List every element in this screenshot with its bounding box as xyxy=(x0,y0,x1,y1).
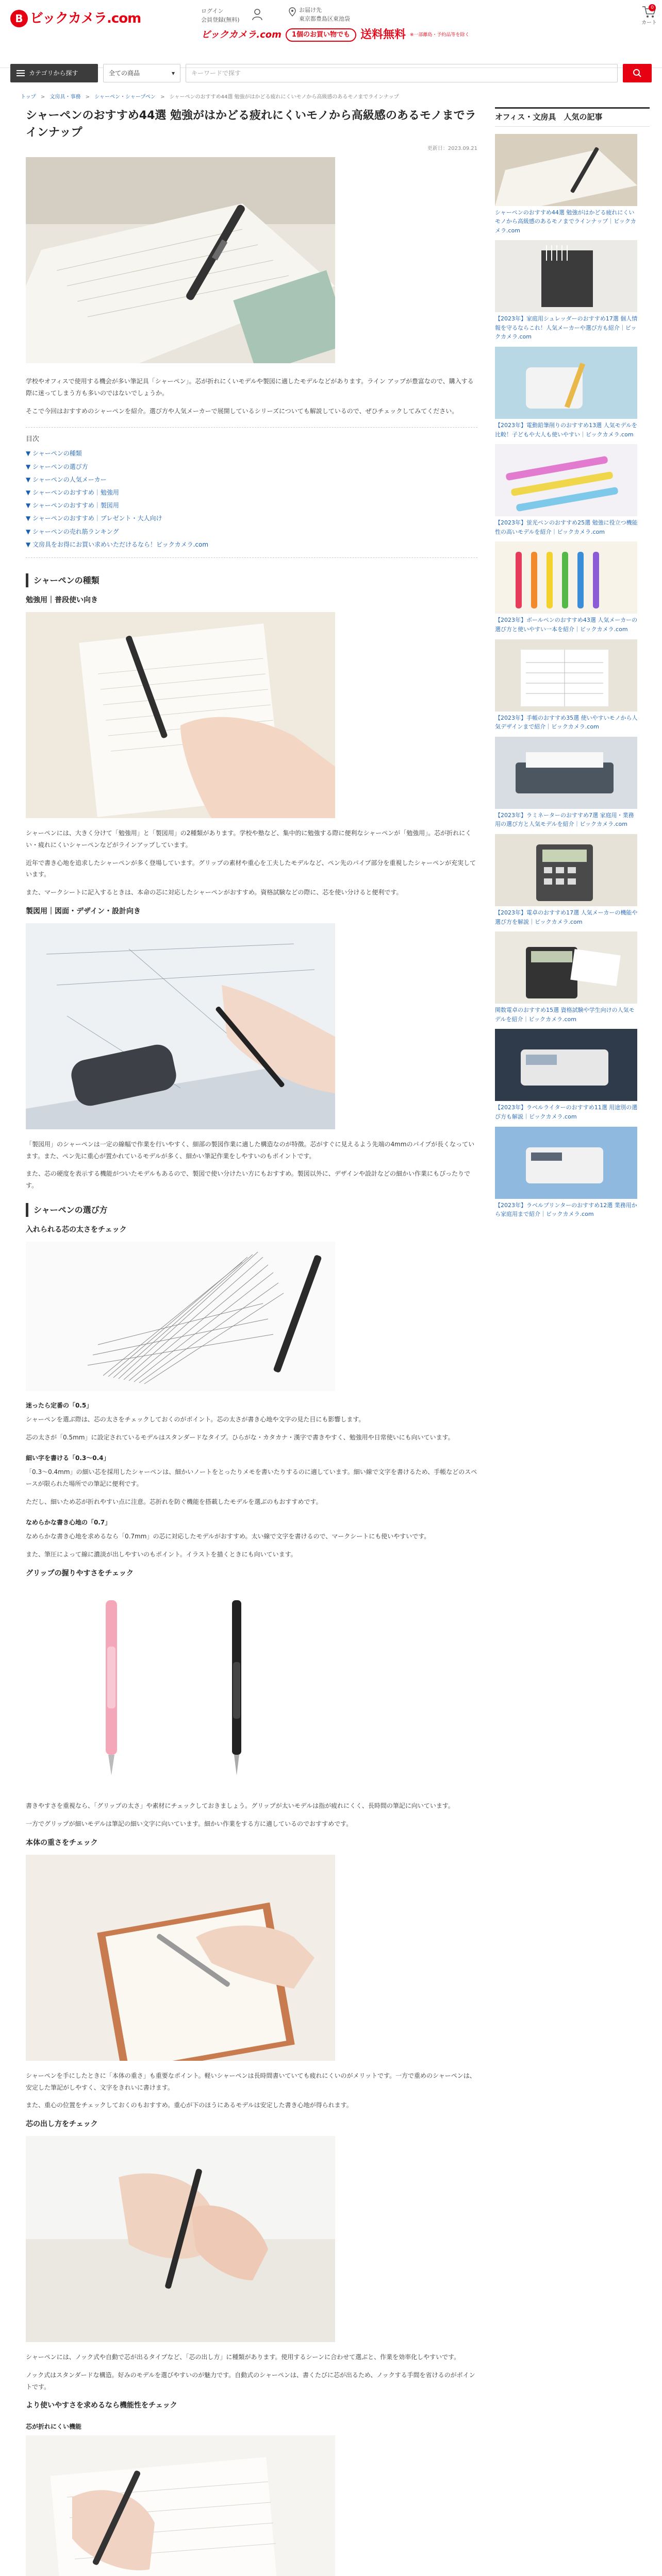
free-shipping-banner[interactable] xyxy=(201,27,490,43)
logo-mark-icon: B xyxy=(10,10,28,27)
breadcrumb-separator: > xyxy=(40,94,45,100)
toc-link-label: シャーペンの種類 xyxy=(32,450,82,457)
breadcrumb-separator: > xyxy=(85,94,90,100)
sidebar-article-title: 【2023年】電卓のおすすめ17選 人気メーカーの機能や選び方を解説｜ビックカメラ.com xyxy=(495,909,638,925)
article-title: シャーペンのおすすめ44選 勉強がはかどる疲れにくいモノから高級感のあるモノまでラインナップ xyxy=(26,109,476,139)
sidebar-article-title: 【2023年】ラミネーターのおすすめ7選 家庭用・業務用の選び方と人気モデルを紹介｜ビックカメラ.com xyxy=(495,811,634,828)
promo-pill: 1個のお買い物でも xyxy=(286,28,356,42)
toc-link[interactable]: ▼ シャーペンのおすすめ｜勉強用 xyxy=(26,489,119,497)
article-thumbnail xyxy=(495,240,637,312)
toc-link-label: シャーペンの選び方 xyxy=(32,463,88,470)
toc-link[interactable]: ▼ シャーペンの売れ筋ランキング xyxy=(26,528,119,535)
body-paragraph: 芯の太さが「0.5mm」に設定されているモデルはスタンダードなタイプ。ひらがな・カタカナ・漢字で書きやすく、勉強用や日常使いにも向いています。 xyxy=(26,1434,454,1442)
sidebar-article[interactable] xyxy=(495,1127,650,1219)
login-link[interactable] xyxy=(201,7,240,24)
article-thumbnail xyxy=(495,639,637,711)
promo-shop-name: ビックカメラ.com xyxy=(201,29,282,40)
sidebar-article[interactable] xyxy=(495,834,650,926)
subsection-heading: 本体の重さをチェック xyxy=(26,1839,98,1848)
body-paragraph: また、芯の硬度を表示する機能がついたモデルもあるので、製図で使い分けたい方にもおすすめ。製図以外に、デザインや設計などの細かい作業にもぴったりです。 xyxy=(26,1170,470,1190)
subsection-heading: 入れられる芯の太さをチェック xyxy=(26,1226,127,1234)
body-paragraph: ノック式はスタンダードな構造。好みのモデルを選びやすいのが魅力です。自動式のシャーペンは、書くたびに芯が出るため、ノックする手間を省けるのがポイントです。 xyxy=(26,2371,475,2391)
delivery-address: 東京都豊島区東池袋 xyxy=(299,15,350,22)
site-logo[interactable] xyxy=(10,7,141,30)
sidebar-heading: オフィス・文房具 人気の記事 xyxy=(495,107,650,127)
chevron-down-icon: ▾ xyxy=(171,69,175,77)
delivery-location[interactable] xyxy=(289,6,350,23)
sidebar-article-title: 【2023年】ラベルプリンターのおすすめ12選 業務用から家庭用まで紹介｜ビックカメラ.com xyxy=(495,1201,637,1218)
section-heading: シャーペンの選び方 xyxy=(26,1203,477,1217)
promo-note: ※一部離島・予約品等を除く xyxy=(409,32,470,38)
intro-paragraph: 学校やオフィスで使用する機会が多い筆記具「シャーペン」。芯が折れにくいモデルや製図に適したモデルなどがあります。ライン アップが豊富なので、購入する際に迷ってしまう方も多いのではないでしょうか。 xyxy=(26,378,474,397)
article xyxy=(26,107,477,2576)
sidebar-article-title: 【2023年】手帳のおすすめ35選 使いやすいモノから人気デザインまで紹介｜ビックカメラ.com xyxy=(495,714,638,731)
page-body xyxy=(0,88,662,2431)
article-thumbnail xyxy=(495,931,637,1004)
body-paragraph: 「製図用」のシャーペンは一定の線幅で作業を行いやすく、細部の製図作業に適した構造なのが特徴。芯がすぐに見えるよう先端の4mmのパイプが長くなっています。また、ペン先に重心が置かれているモデルが多く、細かい筆記作業をしやすいのもポイントです。 xyxy=(26,1140,475,1160)
toc-link[interactable]: ▼ シャーペンの人気メーカー xyxy=(26,476,107,483)
section-heading: シャーペンの種類 xyxy=(26,573,477,587)
lead-sizes-illustration xyxy=(26,1242,335,1391)
hamburger-icon xyxy=(16,70,25,76)
pencil-weight-photo xyxy=(26,1855,335,2061)
article-thumbnail xyxy=(495,1029,637,1101)
sidebar-article[interactable] xyxy=(495,737,650,829)
lead-advance-photo xyxy=(26,2136,335,2342)
article-thumbnail xyxy=(495,347,637,419)
sidebar-article[interactable] xyxy=(495,541,650,634)
breadcrumb-home[interactable]: トップ xyxy=(21,94,36,100)
toc-link-label: シャーペンのおすすめ｜勉強用 xyxy=(32,489,119,497)
body-paragraph: 「0.3〜0.4mm」の細い芯を採用したシャーペンは、細かいノートをとったりメモを書いたりするのに適しています。細い線で文字を書けるため、手帳などのスペースが限られた場所での筆記に便利です。 xyxy=(26,1468,477,1488)
subsection-heading: 芯の出し方をチェック xyxy=(26,2120,98,2129)
sidebar-article[interactable] xyxy=(495,134,650,235)
search-button[interactable] xyxy=(623,64,652,82)
search-scope-value: 全ての商品 xyxy=(109,69,140,77)
cart-count-badge: 0 xyxy=(649,4,656,11)
article-thumbnail xyxy=(495,134,637,206)
toc-title: 目次 xyxy=(26,435,40,444)
article-thumbnail xyxy=(495,541,637,614)
body-paragraph: シャーペンを手にしたときに「本体の重さ」も重要なポイント。軽いシャーペンは長時間書いていても疲れにくいのがメリットです。一方で重めのシャーペンは、安定した筆記がしやすく、文字をきれいに書けます。 xyxy=(26,2072,476,2091)
study-photo xyxy=(26,612,335,818)
grip-photo xyxy=(26,1585,335,1791)
site-header xyxy=(0,0,662,77)
search-input[interactable] xyxy=(186,64,618,82)
article-date: 更新日：2023.09.21 xyxy=(427,146,477,151)
sidebar-article-title: 【2023年】ボールペンのおすすめ43選 人気メーカーの選び方と使いやすい一本を紹介｜ビックカメラ.com xyxy=(495,617,638,633)
cart-label: カート xyxy=(641,20,657,26)
search-placeholder: キーワードで探す xyxy=(191,69,241,77)
promo-free-shipping: 送料無料 xyxy=(360,28,406,42)
search-icon xyxy=(633,69,642,78)
search-bar xyxy=(0,63,662,83)
toc-link-label: 文房具をお得にお買い求めいただけるなら！ビックカメラ.com xyxy=(32,540,209,548)
sidebar-article-title: 【2023年】ラベルライターのおすすめ11選 用途別の選び方も解説｜ビックカメラ.com xyxy=(495,1104,638,1120)
article-thumbnail xyxy=(495,737,637,809)
sidebar-article-title: 関数電卓のおすすめ15選 資格試験や学生向けの人気モデルを紹介｜ビックカメラ.com xyxy=(495,1007,635,1023)
sidebar xyxy=(495,107,650,1224)
toc-link-label: シャーペンのおすすめ｜プレゼント・大人向け xyxy=(32,515,162,522)
toc-link[interactable]: ▼ シャーペンの種類 xyxy=(26,450,82,457)
point-heading: なめらかな書き心地の「0.7」 xyxy=(26,1518,111,1526)
location-pin-icon xyxy=(289,7,296,16)
body-paragraph: ただし、細いため芯が折れやすい点に注意。芯折れを防ぐ機能を搭載したモデルを選ぶのもおすすめです。 xyxy=(26,1498,322,1505)
subsection-heading: 製図用｜図面・デザイン・設計向き xyxy=(26,907,141,916)
sidebar-article-title: 【2023年】蛍光ペンのおすすめ25選 勉強に役立つ機能性の高いモデルを紹介｜ビックカメラ.com xyxy=(495,519,638,535)
hero-image xyxy=(26,157,335,363)
breadcrumb-mechanical-pencil[interactable]: シャーペン・シャープペン xyxy=(94,94,156,100)
sidebar-article-title: 【2023年】家庭用シュレッダーのおすすめ17選 個人情報を守るならこれ！人気メーカーや選び方も紹介｜ビックカメラ.com xyxy=(495,315,638,341)
article-thumbnail xyxy=(495,834,637,906)
delivery-label: お届け先 xyxy=(299,7,322,13)
point-heading: 芯が折れにくい機能 xyxy=(26,2423,82,2431)
sidebar-article[interactable] xyxy=(495,639,650,732)
header-top xyxy=(0,0,662,40)
subsection-heading: より使いやすさを求めるなら機能性をチェック xyxy=(26,2401,177,2410)
body-paragraph: また、筆圧によって線に濃淡が出しやすいのもポイント。イラストを描くときにも向いています。 xyxy=(26,1550,297,1558)
subsection-heading: 勉強用｜普段使い向き xyxy=(26,596,98,605)
login-label: ログイン xyxy=(201,8,224,14)
point-heading: 迷ったら定番の「0.5」 xyxy=(26,1401,93,1409)
table-of-contents xyxy=(26,427,477,558)
subsection-heading: グリップの握りやすさをチェック xyxy=(26,1569,134,1578)
body-paragraph: シャーペンには、大きく分けて「勉強用」と「製図用」の2種類があります。学校や塾など、集中的に勉強する際に便利なシャーペンが「勉強用」。芯が折れにくい・疲れにくいシャーペンなどがラインアップしています。 xyxy=(26,829,472,849)
toc-link[interactable]: ▼ シャーペンのおすすめ｜プレゼント・大人向け xyxy=(26,515,162,522)
breadcrumb-separator: > xyxy=(160,94,165,100)
user-icon[interactable] xyxy=(252,8,263,21)
sidebar-article-title: シャーペンのおすすめ44選 勉強がはかどる疲れにくいモノから高級感のあるモノまでラインナップ｜ビックカメラ.com xyxy=(495,209,636,234)
toc-link[interactable]: ▼ シャーペンのおすすめ｜製図用 xyxy=(26,502,119,510)
register-label: 会員登録(無料) xyxy=(201,16,240,23)
sidebar-article-title: 【2023年】電動鉛筆削りのおすすめ13選 人気モデルを比較！子どもや大人も使いやすい｜ビックカメラ.com xyxy=(495,422,638,438)
sidebar-article[interactable] xyxy=(495,931,650,1024)
article-thumbnail xyxy=(495,444,637,516)
toc-link-label: シャーペンのおすすめ｜製図用 xyxy=(32,502,119,510)
intro-paragraph: そこで今回はおすすめのシャーペンを紹介。選び方や人気メーカーで展開しているシリーズについても解説しているので、ぜひチェックしてみてください。 xyxy=(26,407,458,415)
category-menu-label: カテゴリから探す xyxy=(29,69,78,77)
sidebar-article[interactable] xyxy=(495,444,650,536)
category-menu-button[interactable] xyxy=(10,64,98,82)
body-paragraph: なめらかな書き心地を求めるなら「0.7mm」の芯に対応したモデルがおすすめ。太い線で文字を書けるので、マークシートにも使いやすいです。 xyxy=(26,1533,431,1540)
search-scope-select[interactable] xyxy=(103,64,180,82)
article-thumbnail xyxy=(495,1127,637,1199)
breadcrumb xyxy=(0,88,662,107)
toc-link-label: シャーペンの人気メーカー xyxy=(32,476,107,483)
toc-link[interactable]: ▼ 文房具をお得にお買い求めいただけるなら！ビックカメラ.com xyxy=(26,540,209,548)
break-resistant-photo xyxy=(26,2435,335,2576)
body-paragraph: また、重心の位置をチェックしておくのもおすすめ。重心が下のほうにあるモデルは安定した書き心地が得られます。 xyxy=(26,2102,353,2109)
sidebar-article[interactable] xyxy=(495,1029,650,1121)
drafting-photo xyxy=(26,923,335,1129)
sidebar-article[interactable] xyxy=(495,240,650,342)
body-paragraph: また、マークシートに記入するときは、本命の芯に対応したシャーペンがおすすめ。資格試験などの際に、芯を使い分けると便利です。 xyxy=(26,889,403,896)
breadcrumb-stationery[interactable]: 文房具・事務 xyxy=(49,94,81,100)
toc-link-label: シャーペンの売れ筋ランキング xyxy=(32,528,119,535)
body-paragraph: 一方でグリップが細いモデルは筆記の細い文字に向いています。細かい作業をする方に適しているのでおすすめです。 xyxy=(26,1820,353,1828)
body-paragraph: シャーペンを選ぶ際は、芯の太さをチェックしておくのがポイント。芯の太さが書き心地や文字の見た目にも影響します。 xyxy=(26,1416,365,1423)
breadcrumb-current: シャーペンのおすすめ44選 勉強がはかどる疲れにくいモノから高級感のあるモノまでラインナップ xyxy=(169,94,399,100)
body-paragraph: 書きやすさを重視なら、「グリップの太さ」や素材にチェックしておきましょう。グリップが太いモデルは指が疲れにくく、長時間の筆記に向いています。 xyxy=(26,1802,454,1810)
body-paragraph: 近年で書き心地を追求したシャーペンが多く登場しています。グリップの素材や重心を工夫したモデルなど、ペン先のパイプ部分を重視したシャーペンが充実しています。 xyxy=(26,859,476,878)
point-heading: 細い字を書ける「0.3〜0.4」 xyxy=(26,1454,110,1462)
toc-link[interactable]: ▼ シャーペンの選び方 xyxy=(26,463,88,470)
logo-text: ビックカメラ.com xyxy=(30,11,141,26)
sidebar-article[interactable] xyxy=(495,347,650,439)
cart-button[interactable] xyxy=(641,5,657,27)
body-paragraph: シャーペンには、ノック式や自動で芯が出るタイプなど、「芯の出し方」に種類があります。使用するシーンに合わせて選ぶと、作業を効率化しやすいです。 xyxy=(26,2353,460,2361)
